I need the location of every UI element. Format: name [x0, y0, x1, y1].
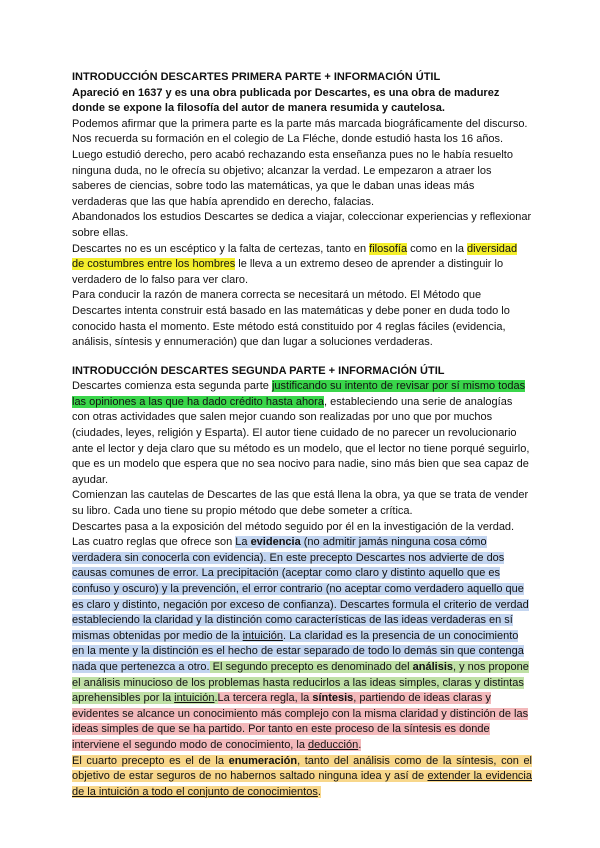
rule-1-keyword: evidencia [250, 536, 301, 549]
part2-heading: INTRODUCCIÓN DESCARTES SEGUNDA PARTE + INFORMACIÓN ÚTIL [72, 364, 445, 377]
part2-paragraph-1 [72, 379, 532, 488]
part2-paragraph-3: Descartes pasa a la exposición del método seguido por él en la investigación de la verdad. [72, 520, 515, 533]
part2-p1-text-b: , estableciendo una serie de analogías con otras actividades que salen mejor cuando son realizadas por uno que por muchos (ciudades, leyes, religión y Esparta). El autor tiene cuidado de no parecer un revolucionario ante el lector y deja claro que su método es un modelo, que el lector no tiene porqué seguirlo, que es un modelo que espera que no sea nocivo para nadie, sino más bien que sea capaz de ayudar. [72, 395, 530, 486]
rule-2-text-c: . [214, 692, 218, 705]
part1-subheading: Apareció en 1637 y es una obra publicada por Descartes, es una obra de madurez donde se expone la filosofía del autor de manera resumida y cautelosa. [72, 86, 500, 115]
part2-p1-text-a: Descartes comienza esta segunda parte [72, 380, 272, 393]
part1-paragraph-2: Abandonados los estudios Descartes se dedica a viajar, coleccionar experiencias y reflexionar sobre ellas. [72, 211, 532, 239]
part1-p3-text-b: como en la [407, 242, 468, 255]
rule-1-text-b: (no admitir jamás ninguna cosa cómo verdadera sin conocerla con evidencia). En este precepto Descartes nos advierte de dos causas comunes de error. La precipitación (aceptar como claro y distinto aquello que es confuso y oscuro) y la prevención, el error contrario (no aceptar como verdadero aquello que es claro y distinto, negación por exceso de confianza). Descartes formula el criterio de verdad estableciendo la claridad y la distinción como características de las ideas verdaderas en sí mismas obtenidas por medio de la [72, 536, 529, 642]
rule-1-text-a: La [235, 536, 251, 549]
rule-1-underlined: intuición [242, 629, 283, 642]
rule-2-text-b: , y nos propone el análisis minucioso de los problemas hasta reducirlos a las ideas simples, claras y distintas aprehensibles por la [72, 660, 529, 705]
part1-p3-text-c: le lleva a un extremo deseo de aprender a distinguir lo verdadero de lo falso para ver claro. [72, 258, 504, 286]
rule-4-text-c: . [317, 785, 321, 798]
document-page [72, 70, 532, 800]
rule-3-text-b: , partiendo de ideas claras y evidentes se alcance un conocimiento más complejo con la misma claridad y distinción de las ideas simples de que se ha partido. Por tanto en este proceso de la síntesis es donde interviene el segundo modo de conocimiento, la [72, 692, 529, 751]
section-gap [72, 351, 532, 364]
part1-paragraph-3 [72, 242, 532, 289]
rule-3-underlined: deducción [308, 738, 359, 751]
rules-intro: Las cuatro reglas que ofrece son [72, 536, 236, 549]
part2-rule-4-paragraph [72, 754, 532, 801]
rule-2-keyword: análisis [412, 660, 454, 673]
part2-rules-paragraph [72, 535, 532, 753]
rule-1-text-c: . La claridad es la presencia de un conocimiento en la mente y la distinción es el hecho de estar separado de todo lo demás sin que contenga nada que pertenezca a otro. [72, 629, 524, 673]
part1-paragraph-4: Para conducir la razón de manera correcta se necesitará un método. El Método que Descartes intenta construir está basado en las matemáticas y debe poner en duda todo lo conocido hasta el momento. Este método está constituido por 4 reglas fáciles (evidencia, análisis, síntesis y ennumeración) que dan lugar a soluciones verdaderas. [72, 289, 510, 349]
rule-4-text-b: , tanto del análisis como de la síntesis, con el objetivo de estar seguros de no habernos saltado ninguna idea y así de [72, 754, 533, 783]
rule-1-evidencia [72, 536, 529, 673]
rule-4-underlined: extender la evidencia de la intuición a todo el conjunto de conocimientos [72, 770, 532, 798]
rule-3-text-c: . [358, 738, 362, 751]
part1-heading: INTRODUCCIÓN DESCARTES PRIMERA PARTE + INFORMACIÓN ÚTIL [72, 71, 441, 83]
rule-3-keyword: síntesis [312, 692, 354, 705]
part1-paragraph-1: Podemos afirmar que la primera parte es la parte más marcada biográficamente del discurso. Nos recuerda su formación en el colegio de La Fléche, donde estudió hasta los 16 años. Luego estudió derecho, pero acabó rechazando esta enseñanza pues no le había resuelto ninguna duda, no le ofrecía su objetivo; alcanzar la verdad. Le empezaron a atraer los saberes de ciencias, sobre todo las matemáticas, ya que le daban unas ideas más verdaderas que las que había aprendido en derecho, falacias. [72, 117, 528, 208]
rule-4-text-a: El cuarto precepto es el de la [72, 754, 229, 767]
highlight-justificando: justificando su intento de revisar por sí mismo todas las opiniones a las que ha dado crédito hasta ahora [72, 380, 526, 408]
rule-2-underlined: intuición [174, 692, 215, 705]
rule-2-text-a: El segundo precepto es denominado del [209, 660, 413, 673]
part2-paragraph-2: Comienzan las cautelas de Descartes de las que está llena la obra, ya que se trata de vender su libro. Cada uno tiene su propio método que debe someter a crítica. [72, 489, 529, 518]
highlight-filosofia: filosofía [369, 242, 408, 255]
rule-3-text-a: La tercera regla, la [217, 692, 313, 705]
part1-p3-text-a: Descartes no es un escéptico y la falta de certezas, tanto en [72, 242, 370, 255]
rule-4-enumeracion [72, 755, 532, 798]
rule-4-keyword: enumeración [228, 754, 298, 767]
highlight-diversidad: diversidad de costumbres entre los hombres [72, 242, 518, 271]
